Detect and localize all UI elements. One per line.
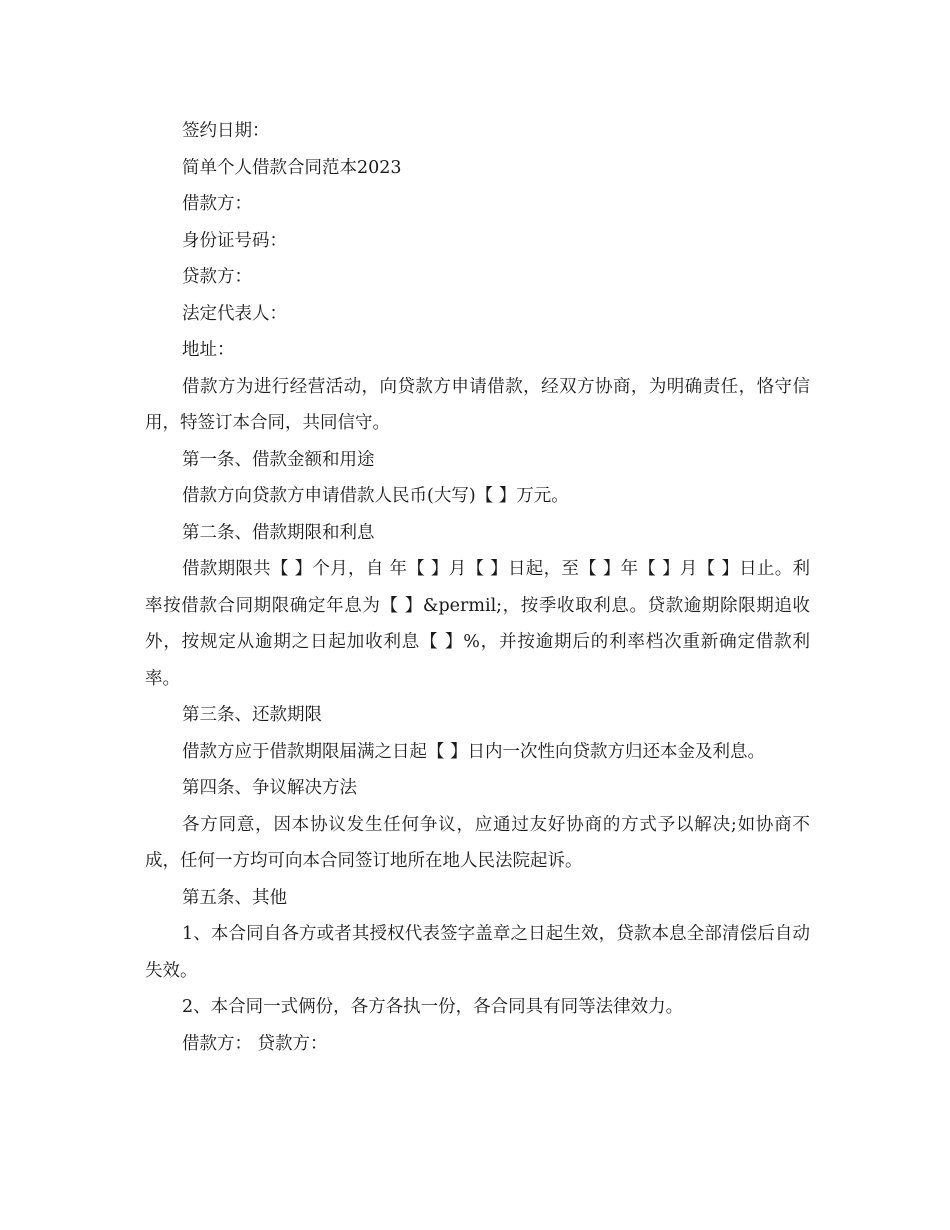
id-number-line: 身份证号码：: [182, 230, 287, 251]
signing-date-line: 签约日期：: [182, 121, 270, 141]
article-3-body: 借款方应于借款期限届满之日起【 】日内一次性向贷款方归还本金及利息。: [182, 741, 766, 762]
article-4-heading: 第四条、争议解决方法: [182, 778, 357, 798]
document-body: [145, 113, 810, 1062]
article-1-body: 借款方向贷款方申请借款人民币(大写)【 】万元。: [182, 486, 569, 506]
borrower-line: 借款方：: [182, 194, 252, 214]
article-5-heading: 第五条、其他: [182, 887, 287, 908]
article-5-clause-1: 1、本合同自各方或者其授权代表签字盖章之日起生效，贷款本息全部清偿后自动失效。: [145, 924, 810, 981]
article-4-body: 各方同意，因本协议发生任何争议，应通过友好协商的方式予以解决;如协商不成，任何一方均可向本合同签订地所在地人民法院起诉。: [145, 814, 810, 871]
article-2-body: 借款期限共【 】个月，自 年【 】月【 】日起，至【 】年【 】月【 】日止。利率按借款合同期限确定年息为【 】&permil;，按季收取利息。贷款逾期除限期追收外，按规定从逾期之日起加收利息【 】%，并按逾期后的利率档次重新确定借款利率。: [145, 559, 810, 689]
signature-line: 借款方： 贷款方：: [182, 1033, 328, 1054]
preamble-paragraph: 借款方为进行经营活动，向贷款方申请借款，经双方协商，为明确责任，恪守信用，特签订本合同，共同信守。: [145, 376, 810, 433]
article-1-heading: 第一条、借款金额和用途: [182, 449, 375, 470]
article-2-heading: 第二条、借款期限和利息: [182, 522, 375, 543]
legal-representative-line: 法定代表人：: [182, 303, 287, 324]
document-title: 简单个人借款合同范本2023: [182, 157, 402, 178]
article-5-clause-2: 2、本合同一式俩份，各方各执一份，各合同具有同等法律效力。: [182, 997, 684, 1017]
lender-line: 贷款方：: [182, 267, 252, 287]
address-line: 地址：: [182, 340, 235, 360]
article-3-heading: 第三条、还款期限: [182, 705, 322, 725]
